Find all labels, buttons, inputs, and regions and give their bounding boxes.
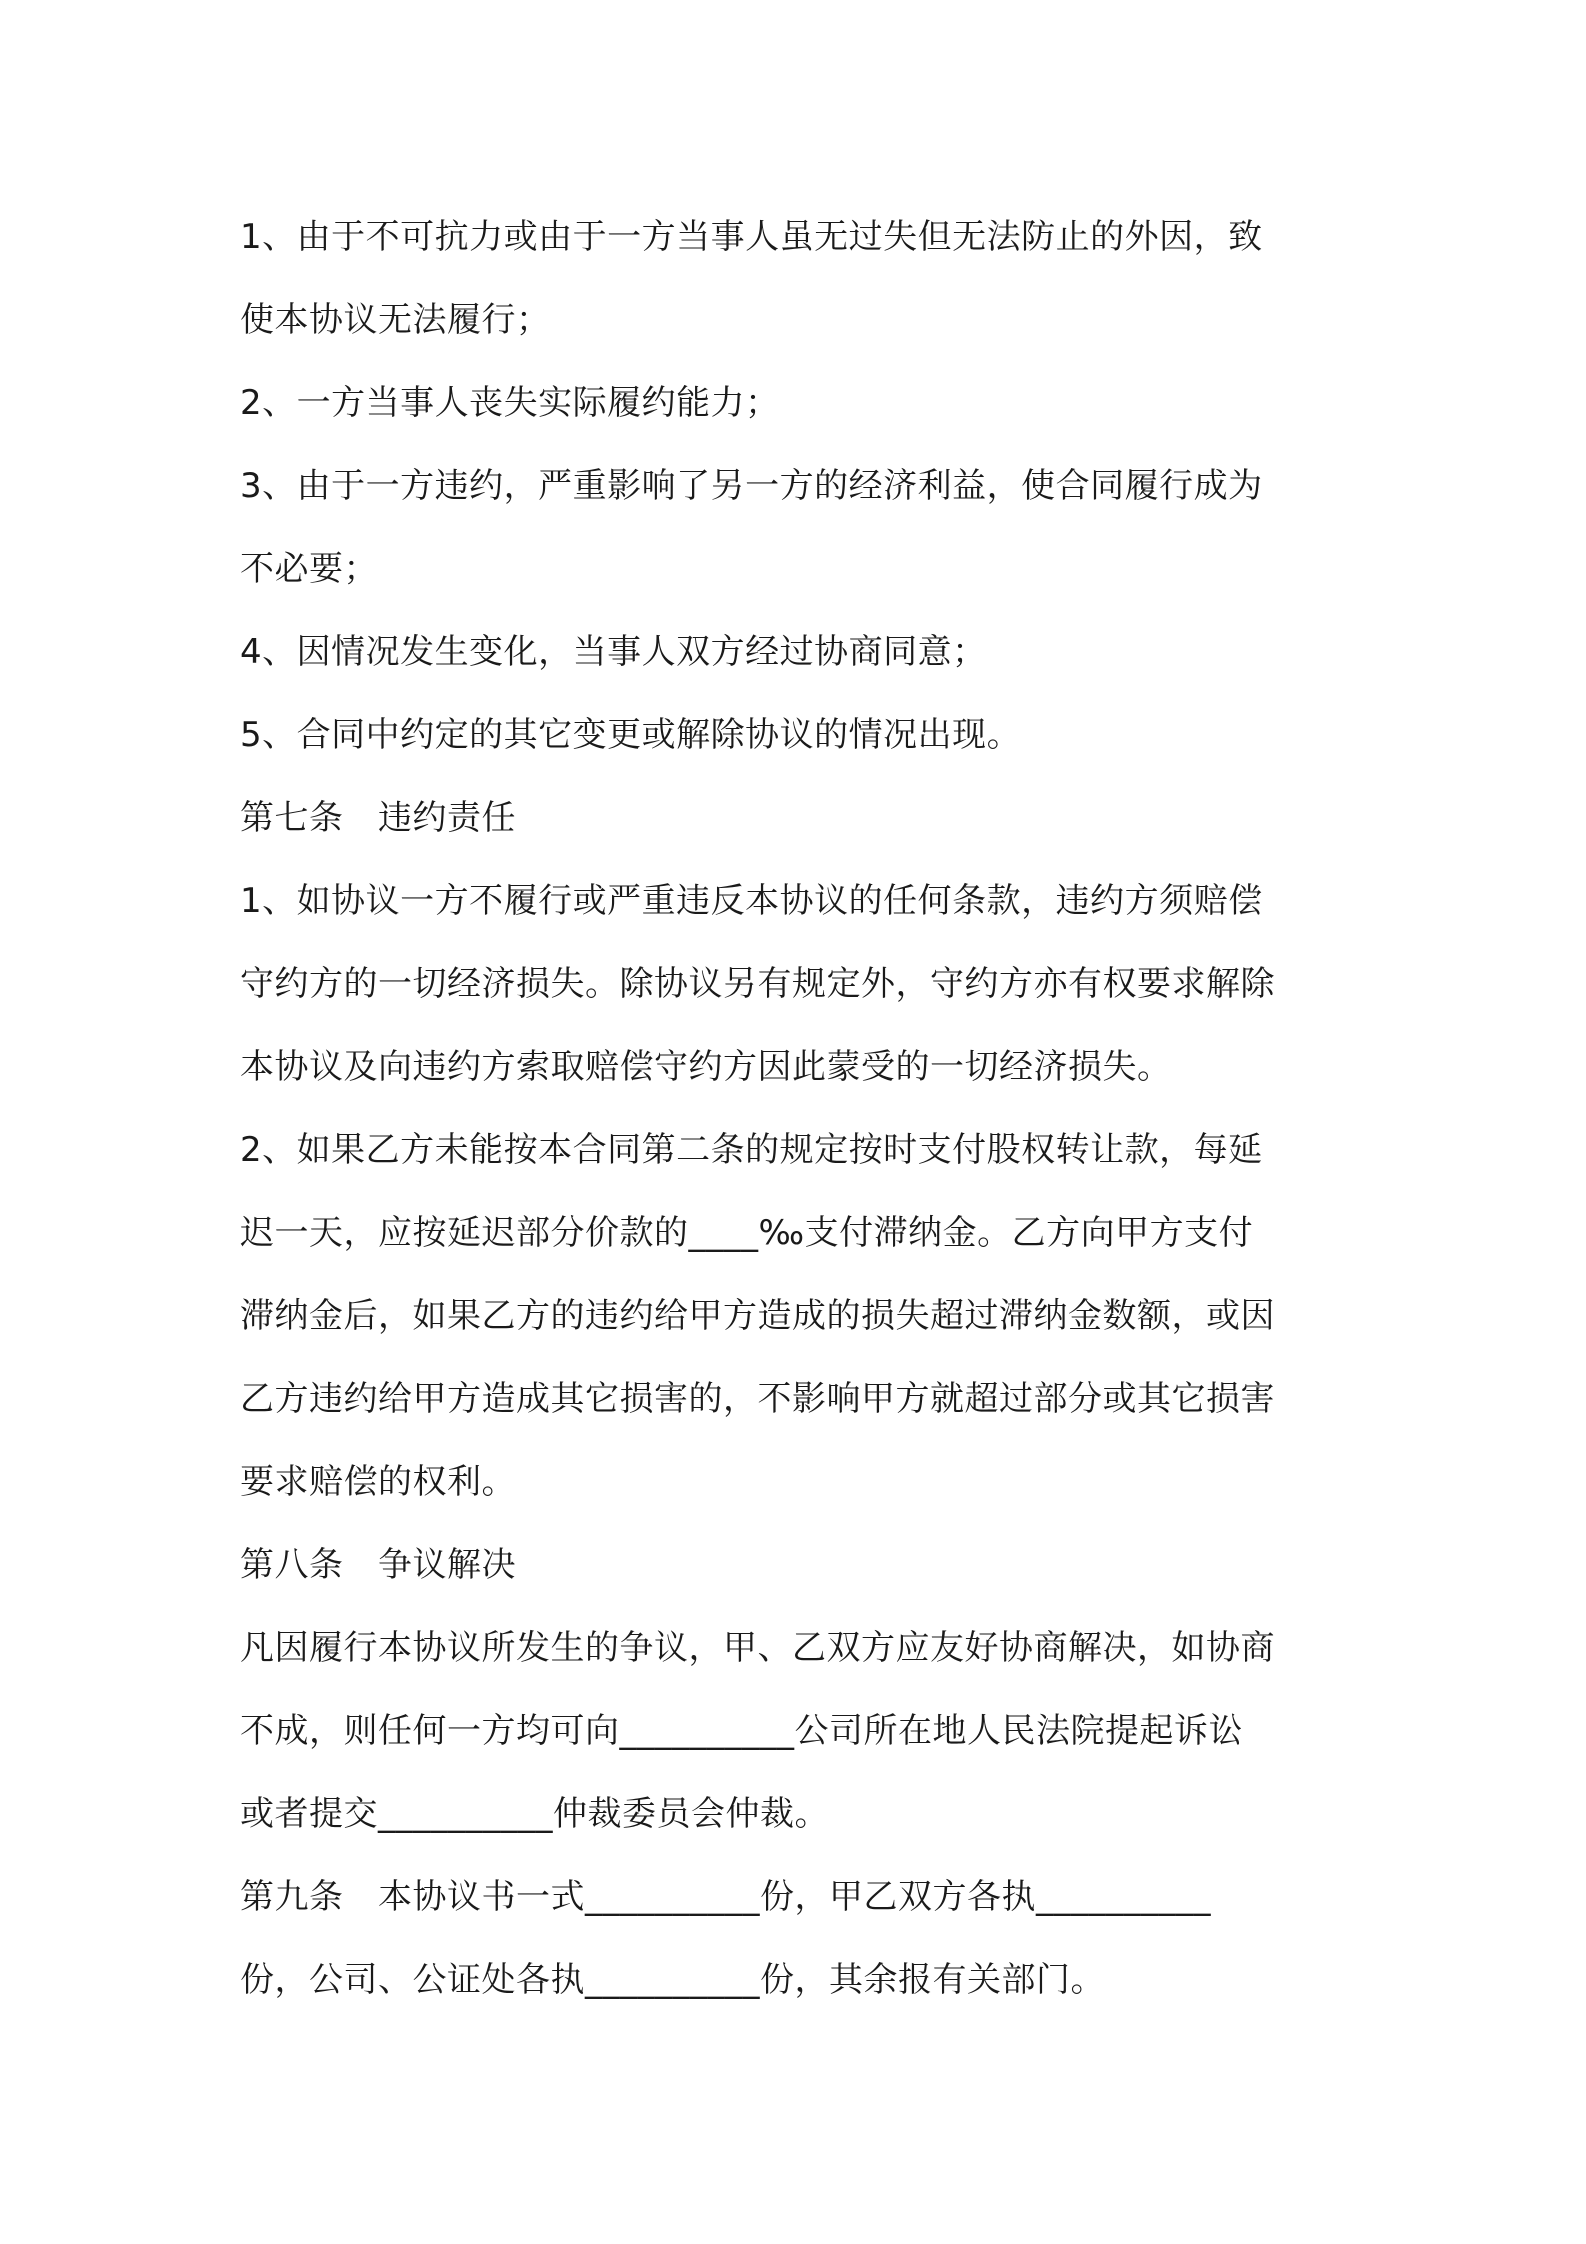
- text-line: 不成，则任何一方均可向__________公司所在地人民法院提起诉讼: [240, 1711, 1243, 1751]
- text-line: 2、如果乙方未能按本合同第二条的规定按时支付股权转让款，每延: [240, 1130, 1263, 1170]
- section-heading-article-8: 第八条 争议解决: [240, 1545, 516, 1585]
- text-line: 凡因履行本协议所发生的争议，甲、乙双方应友好协商解决，如协商: [240, 1628, 1275, 1668]
- text-line: 1、如协议一方不履行或严重违反本协议的任何条款，违约方须赔偿: [240, 881, 1263, 921]
- text-line: 3、由于一方违约，严重影响了另一方的经济利益，使合同履行成为: [240, 466, 1263, 506]
- text-line: 1、由于不可抗力或由于一方当事人虽无过失但无法防止的外因，致: [240, 217, 1263, 257]
- section-heading-article-7: 第七条 违约责任: [240, 798, 516, 838]
- text-line: 本协议及向违约方索取赔偿守约方因此蒙受的一切经济损失。: [240, 1047, 1172, 1087]
- section-heading-article-9: 第九条 本协议书一式__________份，甲乙双方各执__________: [240, 1877, 1211, 1917]
- text-line: 不必要；: [240, 549, 378, 589]
- text-line: 4、因情况发生变化，当事人双方经过协商同意；: [240, 632, 987, 672]
- text-line: 或者提交__________仲裁委员会仲裁。: [240, 1794, 829, 1834]
- text-line: 守约方的一切经济损失。除协议另有规定外，守约方亦有权要求解除: [240, 964, 1275, 1004]
- text-line: 乙方违约给甲方造成其它损害的，不影响甲方就超过部分或其它损害: [240, 1379, 1275, 1419]
- text-line: 使本协议无法履行；: [240, 300, 551, 340]
- text-line: 要求赔偿的权利。: [240, 1462, 516, 1502]
- text-line: 滞纳金后，如果乙方的违约给甲方造成的损失超过滞纳金数额，或因: [240, 1296, 1275, 1336]
- document-page: [240, 196, 1350, 2022]
- text-line: 5、合同中约定的其它变更或解除协议的情况出现。: [240, 715, 1022, 755]
- text-line: 2、一方当事人丧失实际履约能力；: [240, 383, 780, 423]
- text-line: 迟一天，应按延迟部分价款的____‰支付滞纳金。乙方向甲方支付: [240, 1213, 1254, 1253]
- text-line: 份，公司、公证处各执__________份，其余报有关部门。: [240, 1960, 1105, 2000]
